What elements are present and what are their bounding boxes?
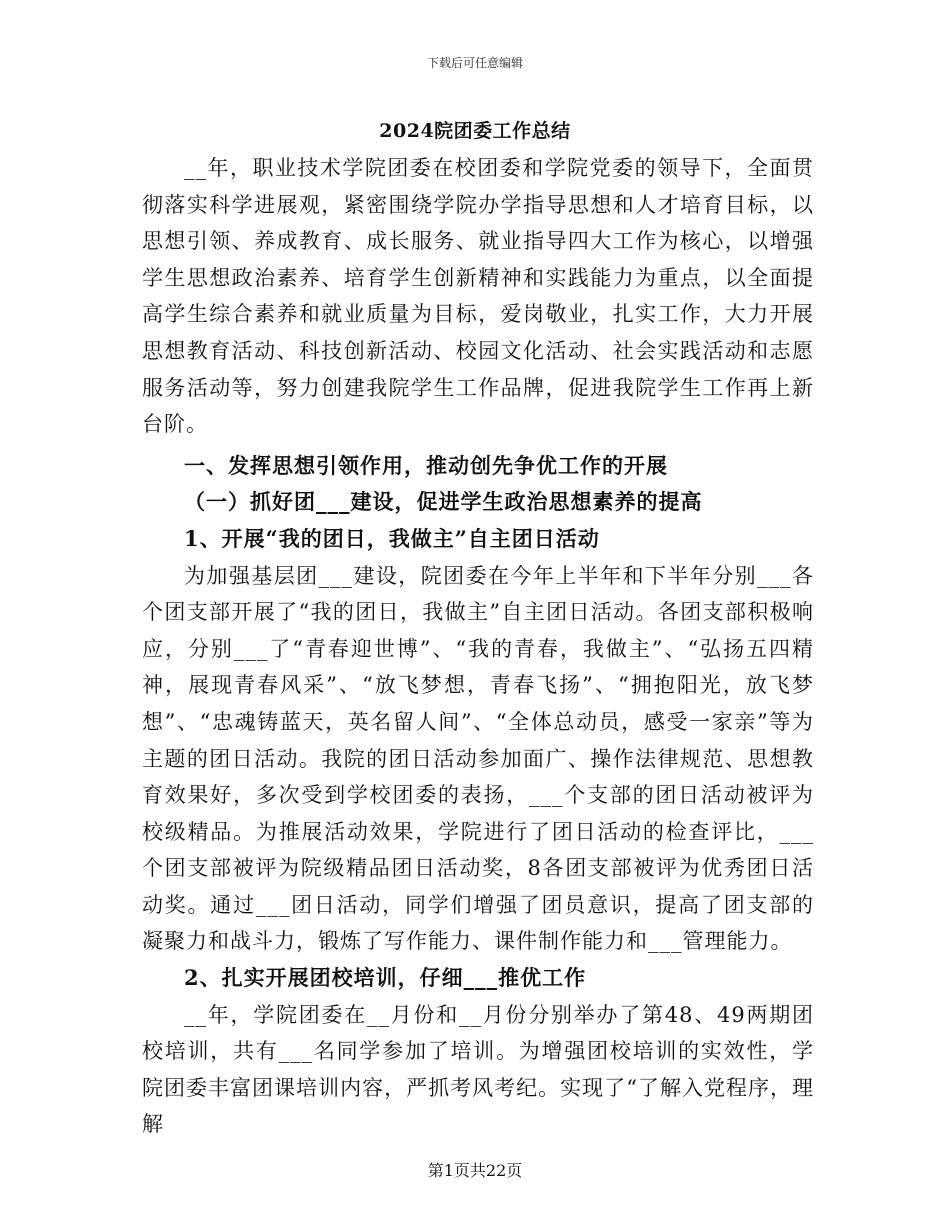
item-heading-1: 1、开展“我的团日，我做主”自主团日活动 <box>184 525 600 551</box>
document-body <box>142 150 814 1143</box>
intro-paragraph: __年，职业技术学院团委在校团委和学院党委的领导下，全面贯彻落实科学进展观，紧密围绕学院办学指导思想和人才培育目标，以思想引领、养成教育、成长服务、就业指导四大工作为核心，以增强学生思想政治素养、培育学生创新精神和实践能力为重点，以全面提高学生综合素养和就业质量为目标，爱岗敬业，扎实工作，大力开展思想教育活动、科技创新活动、校园文化活动、社会实践活动和志愿服务活动等，努力创建我院学生工作品牌，促进我院学生工作再上新台阶。 <box>142 156 814 437</box>
document-title: 2024院团委工作总结 <box>379 120 571 142</box>
item-heading-2: 2、扎实开展团校培训，仔细___推优工作 <box>184 965 587 991</box>
section-heading-1: 一、发挥思想引领作用，推动创先争优工作的开展 <box>184 452 668 478</box>
item-paragraph-2: __年，学院团委在__月份和__月份分别举办了第48、49两期团校培训，共有___名同学参加了培训。为增强团校培训的实效性，学院团委丰富团课培训内容，严抓考风考纪。实现了“了解入党程序，理解 <box>142 1002 814 1137</box>
item-paragraph-1: 为加强基层团___建设，院团委在今年上半年和下半年分别___各个团支部开展了“我的团日，我做主”自主团日活动。各团支部积极响应，分别___了“青春迎世博”、“我的青春，我做主”、“弘扬五四精神，展现青春风采”、“放飞梦想，青春飞扬”、“拥抱阳光，放飞梦想”、“忠魂铸蓝天，英名留人间”、“全体总动员，感受一家亲”等为主题的团日活动。我院的团日活动参加面广、操作法律规范、思想教育效果好，多次受到学校团委的表扬，___个支部的团日活动被评为校级精品。为推展活动效果，学院进行了团日活动的检查评比，___个团支部被评为院级精品团日活动奖，8各团支部被评为优秀团日活动奖。通过___团日活动，同学们增强了团员意识，提高了团支部的凝聚力和战斗力，锻炼了写作能力、课件制作能力和___管理能力。 <box>142 563 814 954</box>
subsection-heading-1: （一）抓好团___建设，促进学生政治思想素养的提高 <box>184 489 703 515</box>
page-header: 下载后可任意编辑 <box>426 56 523 70</box>
page-footer: 第1页共22页 <box>427 1161 523 1180</box>
